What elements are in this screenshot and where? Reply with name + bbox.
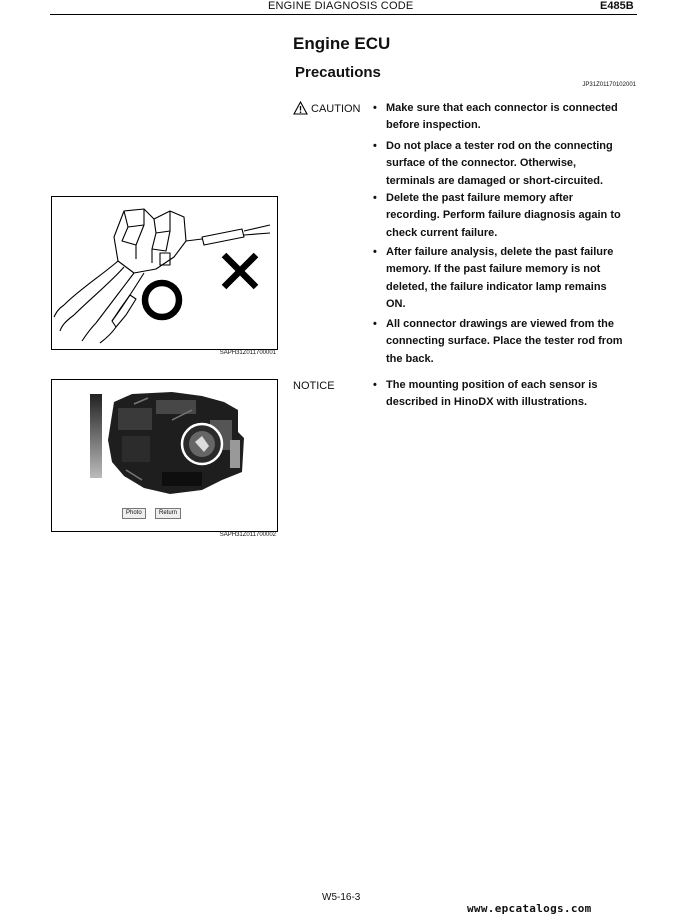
connector-figure [51, 196, 278, 350]
figure-caption: SAPH31Z011700001 [219, 350, 276, 356]
notice-label: NOTICE [293, 380, 335, 392]
cross-ng-icon [224, 255, 256, 287]
page-number: W5-16-3 [322, 892, 361, 903]
caution-item: • After failure analysis, delete the past failure memory. If the past failure memory is not deleted, the failure indicator lamp remains ON. [373, 246, 614, 311]
notice-item: • The mounting position of each sensor is described in HinoDX with illustrations. [373, 379, 598, 409]
caution-item: • Do not place a tester rod on the connecting surface of the connector. Otherwise, terminals are damaged or short-circuited. [373, 140, 613, 187]
figure-caption: SAPH31Z011700002 [219, 532, 276, 538]
circle-ok-icon [145, 283, 179, 317]
header-code: E485B [600, 0, 634, 12]
caution-item: • Make sure that each connector is connected before inspection. [373, 102, 618, 132]
section-title: Engine ECU [293, 34, 391, 53]
caution-item: • Delete the past failure memory after recording. Perform failure diagnosis again to check current failure. [373, 192, 621, 239]
caution-item: • All connector drawings are viewed from the connecting surface. Place the tester rod from the back. [373, 318, 623, 365]
header-rule [50, 14, 637, 15]
reference-code: JP31Z01170102001 [582, 82, 636, 88]
warning-triangle-icon [293, 101, 308, 115]
section-subtitle: Precautions [295, 64, 381, 81]
watermark: www.epcatalogs.com [467, 902, 592, 915]
photo-button[interactable]: Photo [122, 508, 146, 519]
engine-figure [51, 379, 278, 532]
return-button[interactable]: Return [155, 508, 181, 519]
header-title: ENGINE DIAGNOSIS CODE [268, 0, 414, 12]
caution-label: CAUTION [311, 103, 361, 115]
connector-illustration [52, 197, 277, 349]
